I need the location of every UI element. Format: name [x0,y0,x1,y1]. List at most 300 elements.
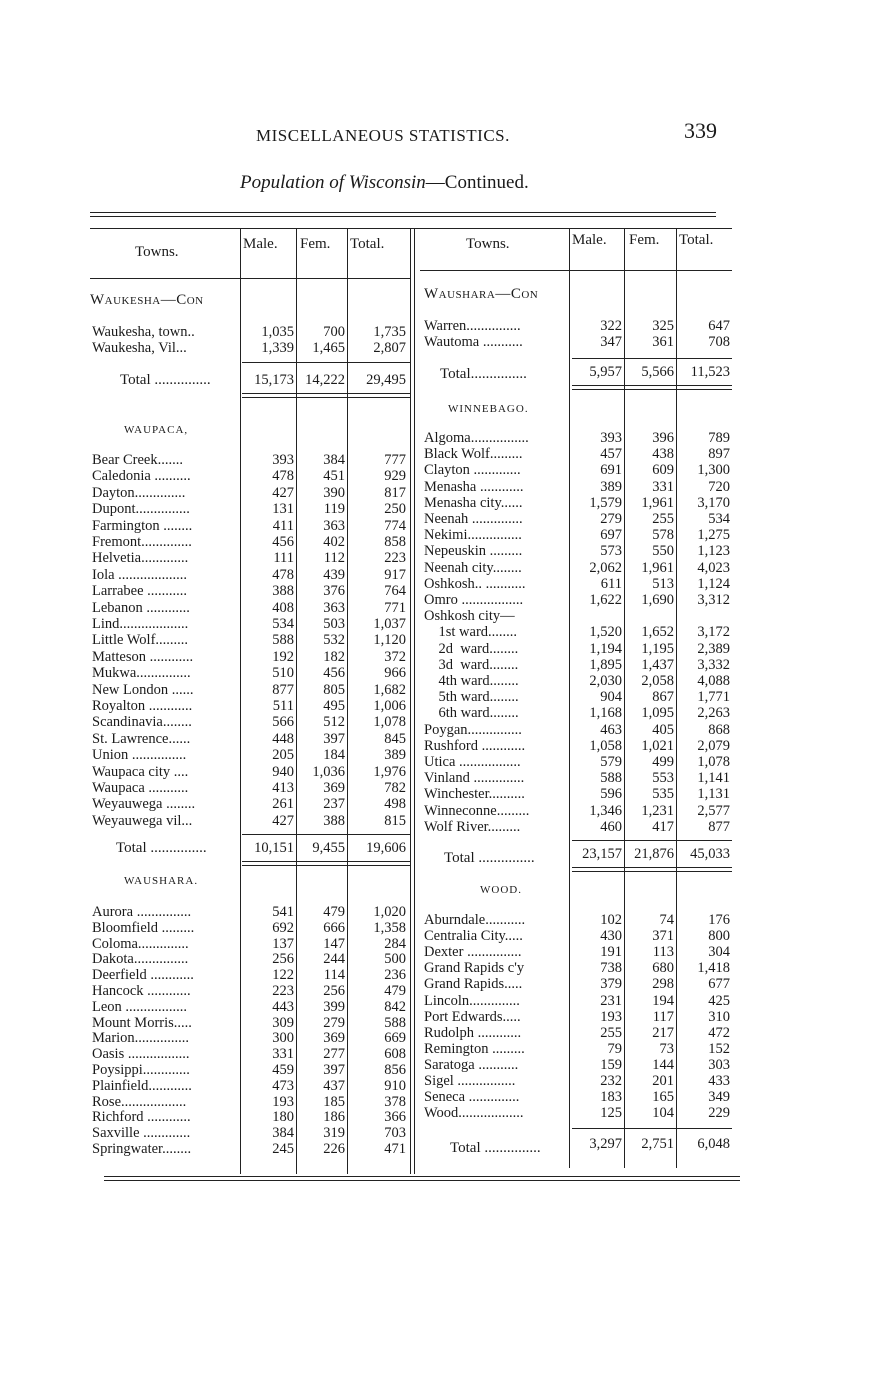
total-value: 1,141 [697,770,730,787]
town-name: Lebanon ............ [92,599,190,616]
town-name: Oasis ................. [92,1046,190,1063]
town-name: Waupaca ........... [92,780,189,796]
table-row [0,430,884,446]
total-value: 472 [708,1024,730,1041]
total-value: 815 [384,812,406,829]
table-row [0,993,884,1009]
male-value: 443 [272,998,294,1015]
male-value: 245 [272,1141,294,1157]
total-value: 1,123 [697,543,730,560]
male-total: 3,297 [589,1136,622,1152]
total-value: 152 [708,1040,730,1057]
male-value: 300 [272,1030,294,1047]
male-total: 15,173 [254,372,294,388]
male-value: 904 [600,689,622,706]
fem-value: 255 [652,511,674,527]
town-name: Bloomfield ......... [92,919,195,936]
fem-value: 363 [323,517,345,534]
male-value: 478 [272,566,294,583]
total-value: 236 [384,967,406,984]
town-name: Hancock ............ [92,983,191,999]
fem-value: 388 [323,812,345,829]
male-value: 322 [600,318,622,334]
male-value: 459 [272,1062,294,1078]
fem-value: 361 [652,334,674,350]
fem-value: 182 [323,648,345,665]
town-name: Weyauwega ........ [92,796,196,813]
total-value: 817 [384,484,406,501]
table-title-rest: —Continued. [425,172,529,193]
total-value: 1,006 [373,698,406,714]
total-value: 471 [384,1141,406,1157]
town-name: Marion............... [92,1030,190,1047]
male-value: 193 [272,1093,294,1110]
male-value: 448 [272,730,294,747]
total-value: 1,418 [697,960,730,977]
table-row [0,608,884,624]
town-name: Sigel ................ [424,1073,516,1089]
section-heading: Waushara—Con [424,286,539,302]
town-name: Caledonia .......... [92,468,191,485]
total-label: Total ............... [116,840,207,856]
fem-value: 113 [652,944,674,961]
total-value: 1,275 [697,527,730,544]
male-value: 379 [600,976,622,993]
town-name: Remington ......... [424,1040,525,1057]
table-row [0,786,884,802]
total-value: 669 [384,1030,406,1047]
town-name: Mukwa............... [92,665,191,682]
male-value: 697 [600,527,622,544]
male-value: 1,194 [589,640,622,657]
total-value: 877 [708,818,730,835]
table-row [0,912,884,928]
sum-rule [242,362,410,363]
fem-value: 147 [323,935,345,952]
town-name: Richford ............ [92,1109,191,1126]
town-name: Springwater........ [92,1141,192,1157]
total-value: 897 [708,446,730,463]
male-value: 261 [272,796,294,813]
total-value: 858 [384,534,406,550]
total-value: 498 [384,796,406,813]
table-row [0,1009,884,1025]
total-value: 588 [384,1014,406,1031]
male-value: 193 [600,1008,622,1025]
town-name: Wood.................. [424,1105,524,1122]
total-value: 433 [708,1073,730,1089]
town-name: Poysippi............. [92,1062,190,1078]
double-rule [242,865,410,866]
header-rule-bottom-right [420,270,732,271]
table-row [0,738,884,754]
male-value: 457 [600,446,622,463]
table-row [0,722,884,738]
male-value: 223 [272,983,294,999]
sum-rule [572,1128,732,1129]
fem-total: 14,222 [305,372,345,388]
male-value: 255 [600,1024,622,1041]
town-name: Lincoln.............. [424,992,520,1009]
town-name: Centralia City..... [424,928,523,945]
fem-value: 244 [323,951,345,968]
col-header-male-right: Male. [572,232,607,248]
town-name: Bear Creek....... [92,452,183,468]
col-header-towns-left: Towns. [135,244,179,260]
fem-value: 512 [323,714,345,731]
fem-value: 390 [323,484,345,501]
town-name: Nekimi............... [424,527,522,544]
male-value: 478 [272,468,294,485]
total-value: 372 [384,648,406,665]
fem-value: 1,465 [312,340,345,356]
grand-total: 45,033 [690,846,730,862]
male-value: 473 [272,1077,294,1094]
table-title [240,172,529,194]
total-value: 1,300 [697,462,730,479]
total-value: 378 [384,1093,406,1110]
male-value: 192 [272,648,294,665]
fem-value: 363 [323,599,345,616]
fem-total: 2,751 [641,1136,674,1152]
male-value: 122 [272,967,294,984]
fem-value: 397 [323,730,345,747]
fem-value: 479 [323,904,345,920]
header-rule-bottom-left [90,278,410,279]
town-name: Leon ................. [92,998,188,1015]
town-name: Grand Rapids c'y [424,960,525,977]
total-value: 534 [708,511,730,527]
table-row [0,511,884,527]
male-value: 2,062 [589,559,622,576]
fem-value: 680 [652,960,674,977]
town-name: Winchester.......... [424,786,525,803]
table-row [0,976,884,992]
fem-value: 184 [323,747,345,764]
table-row [0,479,884,495]
double-rule [572,867,732,868]
table-row [0,446,884,462]
fem-value: 1,652 [641,624,674,641]
town-name: Waukesha, Vil... [92,340,187,356]
male-value: 511 [272,698,294,714]
town-name: Menasha ............ [424,478,524,495]
total-value: 708 [708,334,730,350]
total-value: 2,263 [697,705,730,722]
fem-value: 112 [323,550,345,567]
fem-value: 1,961 [641,494,674,511]
total-value: 1,771 [697,689,730,706]
fem-value: 104 [652,1105,674,1122]
fem-value: 532 [323,632,345,649]
total-value: 1,020 [373,904,406,920]
fem-value: 513 [652,575,674,592]
table-row [0,960,884,976]
col-header-towns-right: Towns. [466,236,510,252]
total-value: 2,807 [373,340,406,356]
fem-value: 535 [652,786,674,803]
total-value: 1,120 [373,632,406,649]
table-row [0,944,884,960]
double-rule [572,385,732,386]
male-value: 456 [272,534,294,550]
town-name: Vinland .............. [424,770,525,787]
male-value: 232 [600,1073,622,1089]
town-name: Omro ................. [424,592,524,608]
fem-value: 1,961 [641,559,674,576]
fem-value: 217 [652,1024,674,1041]
total-value: 1,976 [373,763,406,780]
total-value: 966 [384,665,406,682]
town-name: Dayton.............. [92,484,186,501]
top-rule-1 [90,212,716,213]
fem-value: 186 [323,1109,345,1126]
total-row [0,364,884,380]
double-rule [242,397,410,398]
fem-total: 5,566 [641,364,674,380]
total-value: 303 [708,1056,730,1073]
total-value: 2,577 [697,802,730,819]
grand-total: 29,495 [366,372,406,388]
male-value: 102 [600,912,622,928]
total-value: 720 [708,478,730,495]
town-name: Saratoga ........... [424,1056,519,1073]
male-value: 111 [273,550,294,567]
male-value: 1,579 [589,494,622,511]
total-value: 2,079 [697,737,730,754]
male-value: 692 [272,919,294,936]
total-value: 1,131 [697,786,730,803]
fem-value: 114 [323,967,345,984]
total-value: 1,358 [373,919,406,936]
male-value: 611 [600,575,622,592]
table-row [0,770,884,786]
male-total: 23,157 [582,846,622,862]
fem-value: 279 [323,1014,345,1031]
total-value: 868 [708,721,730,738]
total-value: 3,172 [697,624,730,641]
table-row [0,592,884,608]
fem-value: 1,437 [641,656,674,673]
male-value: 463 [600,721,622,738]
town-name: St. Lawrence...... [92,730,191,747]
table-row [0,705,884,721]
total-value: 366 [384,1109,406,1126]
table-row [0,819,884,835]
male-value: 347 [600,334,622,350]
col-header-fem-left: Fem. [300,236,331,252]
fem-value: 298 [652,976,674,993]
town-name: Waupaca city .... [92,763,189,780]
town-name: Dupont............... [92,501,190,518]
total-value: 1,682 [373,681,406,698]
section-heading: WAUSHARA. [124,875,199,887]
male-value: 384 [272,1125,294,1142]
male-value: 1,035 [261,324,294,340]
male-value: 534 [272,616,294,632]
fem-value: 1,690 [641,592,674,608]
male-value: 738 [600,960,622,977]
male-value: 588 [272,632,294,649]
town-name: Deerfield ............ [92,967,194,984]
total-value: 777 [384,452,406,468]
total-row [0,846,884,862]
total-value: 4,023 [697,559,730,576]
fem-value: 2,058 [641,673,674,689]
fem-value: 119 [323,501,345,518]
male-value: 566 [272,714,294,731]
male-value: 393 [600,430,622,446]
total-value: 1,735 [373,324,406,340]
total-value: 917 [384,566,406,583]
section-heading: WOOD. [480,884,522,896]
fem-value: 1,195 [641,640,674,657]
male-value: 183 [600,1089,622,1106]
total-value: 608 [384,1046,406,1063]
col-header-male-left: Male. [243,236,278,252]
town-name: Seneca .............. [424,1089,520,1106]
town-name: Rudolph ............ [424,1024,522,1041]
male-value: 541 [272,904,294,920]
total-value: 677 [708,976,730,993]
table-row [0,543,884,559]
table-row [0,1041,884,1057]
bottom-rule-1 [104,1176,740,1177]
male-value: 1,339 [261,340,294,356]
male-value: 388 [272,583,294,600]
town-name: Menasha city...... [424,494,523,511]
town-name: Saxville ............. [92,1125,191,1142]
male-value: 877 [272,681,294,698]
town-name: Rose.................. [92,1093,187,1110]
total-value: 800 [708,928,730,945]
fem-value: 402 [323,534,345,550]
table-row [0,334,884,350]
town-name: Port Edwards..... [424,1008,521,1025]
town-name: Algoma................ [424,430,529,446]
male-value: 309 [272,1014,294,1031]
fem-value: 194 [652,992,674,1009]
town-name: Winneconne......... [424,802,530,819]
fem-value: 451 [323,468,345,485]
male-value: 588 [600,770,622,787]
total-value: 349 [708,1089,730,1106]
male-value: 191 [600,944,622,961]
town-name: Royalton ............ [92,698,193,714]
fem-value: 666 [323,919,345,936]
fem-value: 396 [652,430,674,446]
male-value: 573 [600,543,622,560]
fem-value: 805 [323,681,345,698]
fem-value: 369 [323,780,345,796]
fem-value: 609 [652,462,674,479]
col-header-total-left: Total. [350,236,385,252]
fem-value: 331 [652,478,674,495]
male-value: 79 [607,1040,622,1057]
male-value: 596 [600,786,622,803]
male-value: 137 [272,935,294,952]
table-row [0,641,884,657]
town-name: Fremont.............. [92,534,192,550]
total-value: 284 [384,935,406,952]
fem-value: 438 [652,446,674,463]
fem-value: 325 [652,318,674,334]
town-name: Dexter ............... [424,944,522,961]
total-value: 3,312 [697,592,730,608]
table-row [0,1105,884,1121]
table-row [0,1073,884,1089]
table-row [0,928,884,944]
table-row [0,803,884,819]
top-rule-2 [90,216,716,217]
male-value: 389 [600,478,622,495]
fem-value: 74 [659,912,674,928]
male-value: 427 [272,484,294,501]
male-value: 427 [272,812,294,829]
fem-value: 165 [652,1089,674,1106]
fem-value: 369 [323,1030,345,1047]
table-row [0,673,884,689]
town-name: Lind................... [92,616,189,632]
male-value: 413 [272,780,294,796]
total-value: 425 [708,992,730,1009]
town-name: 4th ward........ [424,673,519,689]
town-name: Aurora ............... [92,904,192,920]
male-value: 131 [272,501,294,518]
double-rule [242,393,410,394]
town-name: New London ...... [92,681,194,698]
male-value: 2,030 [589,673,622,689]
town-name: 6th ward........ [424,705,519,722]
town-name: 1st ward........ [424,624,518,641]
town-name: Farmington ........ [92,517,193,534]
section-heading: Waukesha—Con [90,292,204,308]
fem-value: 397 [323,1062,345,1078]
male-total: 5,957 [589,364,622,380]
town-name: 5th ward........ [424,689,519,706]
male-value: 205 [272,747,294,764]
town-name: Warren............... [424,318,521,334]
grand-total: 19,606 [366,840,406,856]
table-row [0,1089,884,1105]
town-name: Utica ................. [424,754,521,770]
town-name: Mount Morris..... [92,1014,192,1031]
male-value: 1,346 [589,802,622,819]
bottom-rule-2 [104,1180,740,1181]
table-row [0,462,884,478]
male-value: 279 [600,511,622,527]
fem-value: 417 [652,818,674,835]
table-row [0,527,884,543]
town-name: Oshkosh city— [424,608,515,625]
fem-value: 503 [323,616,345,632]
grand-total: 6,048 [697,1136,730,1152]
total-row [0,1136,884,1152]
table-row [0,495,884,511]
fem-value: 117 [652,1008,674,1025]
male-value: 393 [272,452,294,468]
col-header-total-right: Total. [679,232,714,248]
fem-value: 405 [652,721,674,738]
town-name: Waukesha, town.. [92,324,195,340]
town-name: Aburndale........... [424,912,526,928]
male-value: 691 [600,462,622,479]
fem-value: 437 [323,1077,345,1094]
total-value: 1,078 [373,714,406,731]
male-value: 159 [600,1056,622,1073]
male-value: 125 [600,1105,622,1122]
total-value: 2,389 [697,640,730,657]
